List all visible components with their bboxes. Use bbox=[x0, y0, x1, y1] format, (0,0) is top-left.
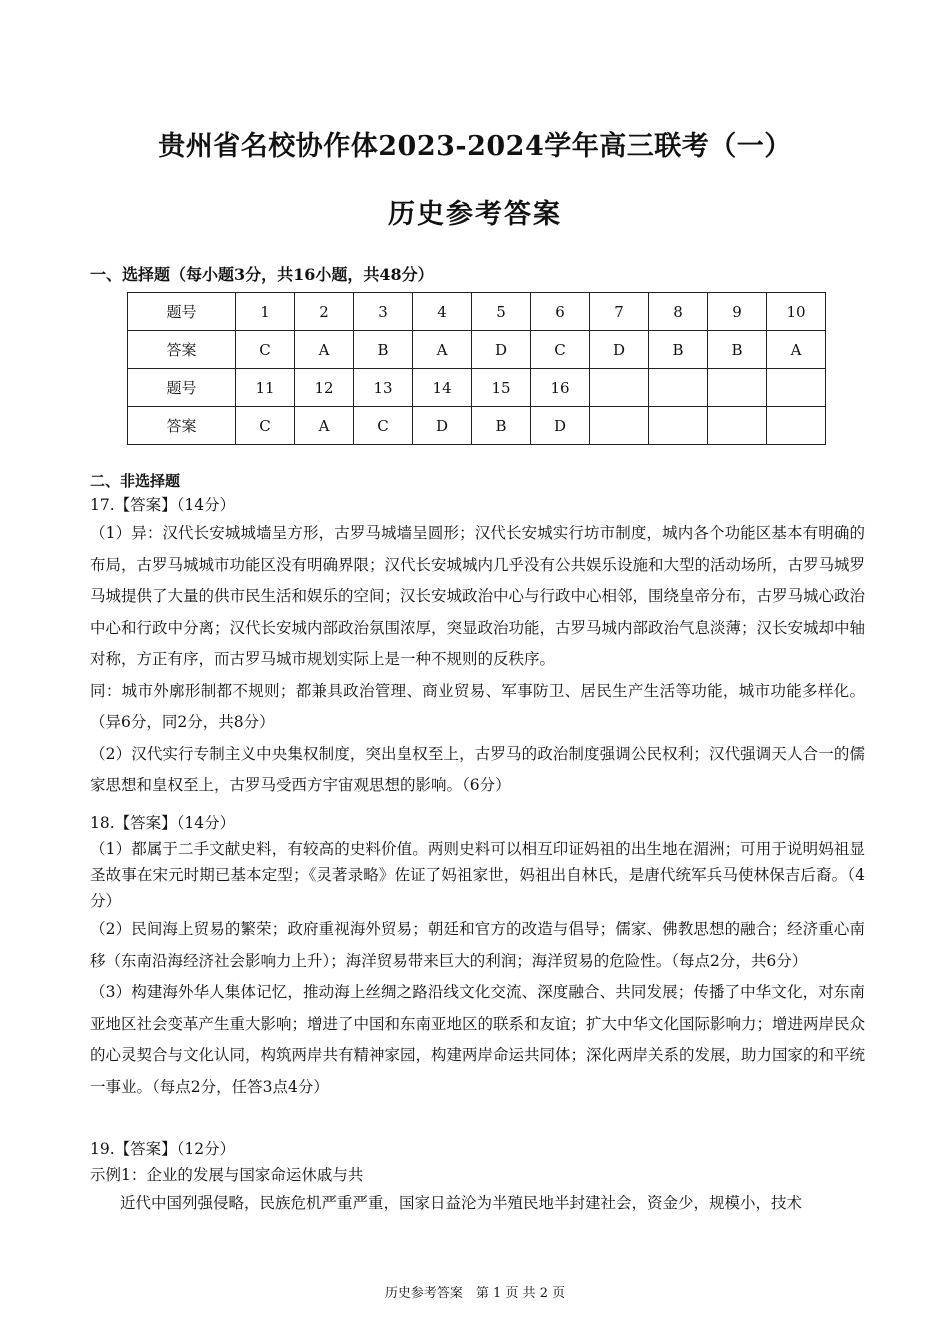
q17-part1: （1）异：汉代长安城城墙呈方形，古罗马城墙呈圆形；汉代长安城实行坊市制度，城内各个功能区基本有明确的布局，古罗马城城市功能区没有明确界限；汉代长安城城内几乎没有公共娱乐设施和大型的活动场所，古罗马城罗马城提供了大量的供市民生活和娱乐的空间；汉长安城政治中心与行政中心相邻，围绕皇帝分布，古罗马城心政治中心和行政中分离；汉代长安城内部政治氛围浓厚，突显政治功能，古罗马城内部政治气息淡薄；汉长安城却中轴对称，方正有序，而古罗马城市规划实际上是一种不规则的反秩序。 bbox=[90, 524, 866, 668]
q18-part2: （2）民间海上贸易的繁荣；政府重视海外贸易；朝廷和官方的改造与倡导；儒家、佛教思想的融合；经济重心南移（东南沿海经济社会影响力上升）；海洋贸易带来巨大的利润；海洋贸易的危险性。（每点2分，共6分） bbox=[90, 920, 865, 970]
answer-cell: B bbox=[354, 331, 413, 369]
row-label: 答案 bbox=[128, 407, 236, 445]
answer-cell: A bbox=[295, 407, 354, 445]
answer-cell: C bbox=[236, 331, 295, 369]
table-row bbox=[128, 369, 826, 407]
row-label: 题号 bbox=[128, 293, 236, 331]
table-row bbox=[128, 407, 826, 445]
q19-block bbox=[90, 1136, 865, 1220]
page-subtitle: 历史参考答案 bbox=[388, 199, 562, 230]
question-number: 5 bbox=[472, 293, 531, 331]
q19-example-title: 示例1：企业的发展与国家命运休戚与共 bbox=[90, 1166, 364, 1184]
q17-block bbox=[90, 492, 865, 802]
empty-cell bbox=[590, 407, 649, 445]
answer-cell: D bbox=[472, 331, 531, 369]
question-number: 16 bbox=[531, 369, 590, 407]
question-number: 2 bbox=[295, 293, 354, 331]
question-number: 6 bbox=[531, 293, 590, 331]
empty-cell bbox=[708, 407, 767, 445]
question-number: 4 bbox=[413, 293, 472, 331]
empty-cell bbox=[767, 369, 826, 407]
answer-cell: C bbox=[236, 407, 295, 445]
answer-cell: B bbox=[649, 331, 708, 369]
page-title: 贵州省名校协作体2023-2024学年高三联考（一） bbox=[158, 131, 792, 162]
section2-heading: 二、非选择题 bbox=[90, 472, 181, 490]
answer-cell: A bbox=[767, 331, 826, 369]
question-number: 8 bbox=[649, 293, 708, 331]
q18-part3: （3）构建海外华人集体记忆，推动海上丝绸之路沿线文化交流、深度融合、共同发展；传播了中华文化，对东南亚地区社会变革产生重大影响；增进了中国和东南亚地区的联系和友谊；扩大中华文化国际影响力；增进两岸民众的心灵契合与文化认同，构筑两岸共有精神家园，构建两岸命运共同体；深化两岸关系的发展，助力国家的和平统一事业。（每点2分，任答3点4分） bbox=[90, 983, 866, 1096]
empty-cell bbox=[649, 369, 708, 407]
answer-cell: D bbox=[590, 331, 649, 369]
question-number: 3 bbox=[354, 293, 413, 331]
empty-cell bbox=[590, 369, 649, 407]
answer-cell: C bbox=[531, 331, 590, 369]
answer-cell: D bbox=[531, 407, 590, 445]
question-number: 11 bbox=[236, 369, 295, 407]
row-label: 答案 bbox=[128, 331, 236, 369]
q17-part1-same: 同：城市外廓形制都不规则；都兼具政治管理、商业贸易、军事防卫、居民生产生活等功能，城市功能多样化。（异6分，同2分，共8分） bbox=[90, 681, 865, 731]
question-number: 15 bbox=[472, 369, 531, 407]
q19-paragraph: 近代中国列强侵略，民族危机严重严重，国家日益沦为半殖民地半封建社会，资金少，规模小，技术 bbox=[120, 1194, 803, 1212]
question-number: 7 bbox=[590, 293, 649, 331]
answer-table bbox=[127, 292, 826, 445]
question-number: 14 bbox=[413, 369, 472, 407]
question-number: 9 bbox=[708, 293, 767, 331]
answer-cell: A bbox=[413, 331, 472, 369]
question-number: 10 bbox=[767, 293, 826, 331]
page-footer: 历史参考答案 第 1 页 共 2 页 bbox=[384, 1286, 566, 1301]
section1-heading: 一、选择题（每小题3分，共16小题，共48分） bbox=[90, 265, 434, 284]
q18-block bbox=[90, 810, 865, 1103]
question-number: 1 bbox=[236, 293, 295, 331]
answer-cell: B bbox=[472, 407, 531, 445]
question-number: 12 bbox=[295, 369, 354, 407]
answer-cell: C bbox=[354, 407, 413, 445]
q18-part1: （1）都属于二手文献史料，有较高的史料价值。两则史料可以相互印证妈祖的出生地在湄洲；可用于说明妈祖显圣故事在宋元时期已基本定型；《灵著录略》佐证了妈祖家世，妈祖出自林氏，是唐代统军兵马使林保吉后裔。（4分） bbox=[90, 840, 865, 910]
answer-cell: A bbox=[295, 331, 354, 369]
question-number: 13 bbox=[354, 369, 413, 407]
row-label: 题号 bbox=[128, 369, 236, 407]
answer-cell: D bbox=[413, 407, 472, 445]
q18-header: 18.【答案】（14分） bbox=[90, 814, 236, 832]
answer-cell: B bbox=[708, 331, 767, 369]
table-row bbox=[128, 331, 826, 369]
q17-part2: （2）汉代实行专制主义中央集权制度，突出皇权至上，古罗马的政治制度强调公民权利；汉代强调天人合一的儒家思想和皇权至上，古罗马受西方宇宙观思想的影响。（6分） bbox=[90, 744, 865, 794]
table-row bbox=[128, 293, 826, 331]
empty-cell bbox=[708, 369, 767, 407]
empty-cell bbox=[767, 407, 826, 445]
q19-header: 19.【答案】（12分） bbox=[90, 1140, 236, 1158]
q17-header: 17.【答案】（14分） bbox=[90, 496, 236, 514]
empty-cell bbox=[649, 407, 708, 445]
